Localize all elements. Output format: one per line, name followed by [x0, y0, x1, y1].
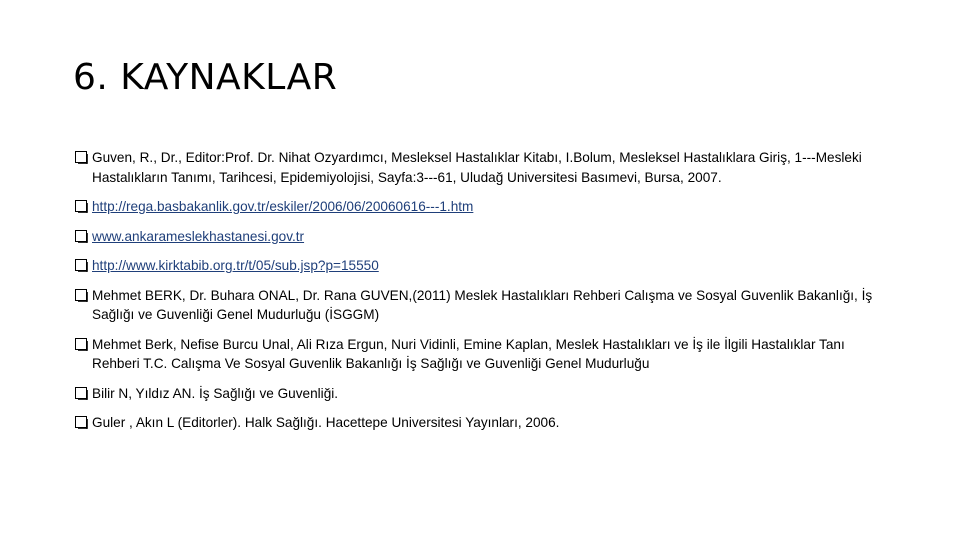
- reference-item[interactable]: [75, 197, 895, 217]
- checkbox-bullet-icon: [75, 286, 88, 306]
- reference-text: Mehmet BERK, Dr. Buhara ONAL, Dr. Rana GUVEN,(2011) Meslek Hastalıkları Rehberi Calışma ve Sosyal Guvenlik Bakanlığı, İş Sağlığı ve Guvenliği Genel Mudurluğu (İSGGM): [92, 287, 873, 322]
- reference-item: [75, 335, 895, 374]
- reference-item: [75, 286, 895, 325]
- checkbox-bullet-icon: [75, 148, 88, 168]
- reference-link[interactable]: www.ankarameslekhastanesi.gov.tr: [92, 228, 305, 244]
- reference-item: [75, 413, 895, 433]
- reference-link[interactable]: http://www.kirktabib.org.tr/t/05/sub.jsp?p=15550: [92, 258, 379, 273]
- checkbox-bullet-icon: [75, 227, 88, 247]
- reference-text: Mehmet Berk, Nefise Burcu Unal, Ali Rıza Ergun, Nuri Vidinli, Emine Kaplan, Meslek Hastalıkları ve İş ile İlgili Hastalıklar Tanı Rehberi T.C. Calışma Ve Sosyal Guvenlik Bakanlığı İş Sağlığı ve Guvenliği Genel Mudurluğu: [92, 336, 845, 371]
- reference-item[interactable]: [75, 256, 895, 276]
- checkbox-bullet-icon: [75, 197, 88, 217]
- reference-list: [75, 148, 895, 443]
- checkbox-bullet-icon: [75, 384, 88, 404]
- reference-item: [75, 148, 895, 187]
- reference-text: Bilir N, Yıldız AN. İş Sağlığı ve Guvenliği.: [92, 385, 339, 401]
- checkbox-bullet-icon: [75, 256, 88, 276]
- reference-item[interactable]: [75, 227, 895, 247]
- checkbox-bullet-icon: [75, 335, 88, 355]
- reference-item: [75, 384, 895, 404]
- reference-text: Guler , Akın L (Editorler). Halk Sağlığı. Hacettepe Universitesi Yayınları, 2006.: [92, 415, 560, 430]
- reference-link[interactable]: http://rega.basbakanlik.gov.tr/eskiler/2006/06/20060616---1.htm: [92, 199, 474, 214]
- reference-text: Guven, R., Dr., Editor:Prof. Dr. Nihat Ozyardımcı, Mesleksel Hastalıklar Kitabı, I.Bolum, Mesleksel Hastalıklara Giriş, 1---Mesleki Hastalıkların Tanımı, Tarihcesi, Epidemiyolojisi, Sayfa:3---61, Uludağ Universitesi Basımevi, Bursa, 2007.: [92, 150, 862, 185]
- checkbox-bullet-icon: [75, 413, 88, 433]
- page-title: 6. KAYNAKLAR: [73, 57, 338, 98]
